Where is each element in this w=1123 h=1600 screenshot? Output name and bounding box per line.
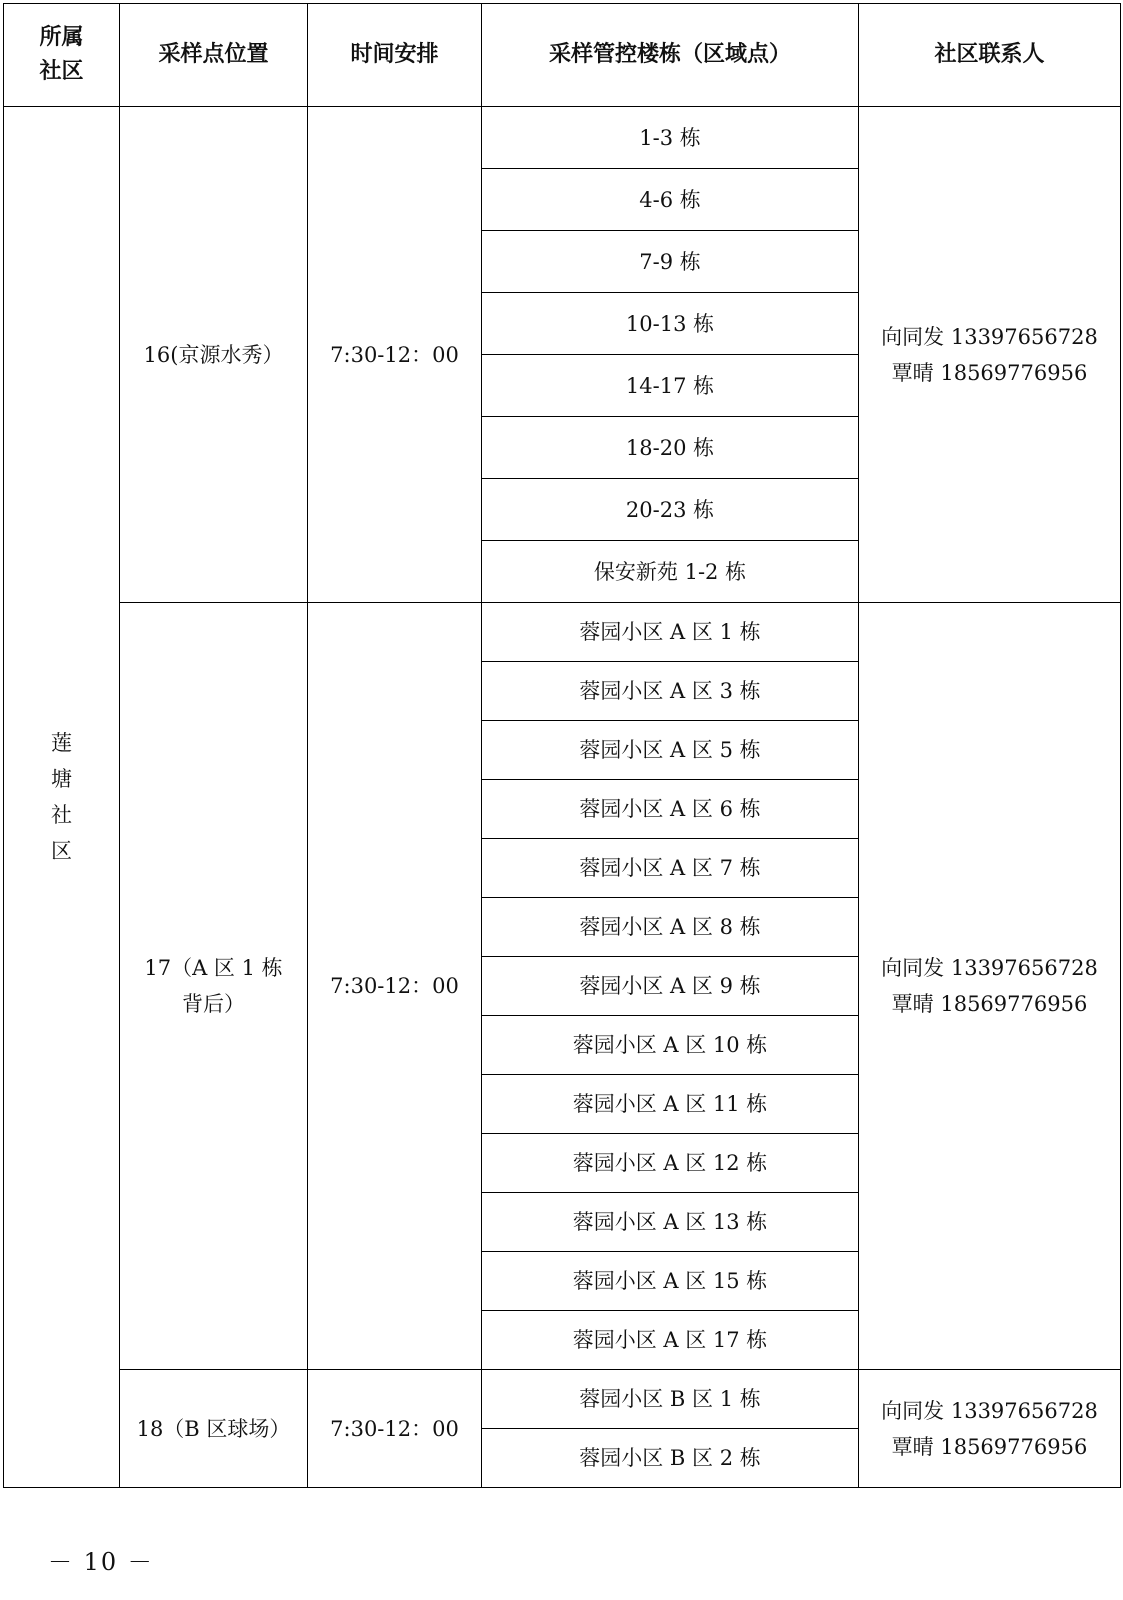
sampling-schedule-table <box>3 3 1121 1488</box>
site-location: 17（A 区 1 栋 背后） <box>120 603 308 1370</box>
building-cell: 蓉园小区 A 区 3 栋 <box>482 662 859 721</box>
building-cell: 蓉园小区 A 区 6 栋 <box>482 780 859 839</box>
header-community-line1: 所属 <box>39 25 84 50</box>
site-time: 7:30-12：00 <box>308 107 482 603</box>
site-time: 7:30-12：00 <box>308 1370 482 1488</box>
header-community <box>4 4 120 107</box>
building-cell: 蓉园小区 A 区 10 栋 <box>482 1016 859 1075</box>
site-contact: 向同发 13397656728 覃晴 18569776956 <box>859 603 1121 1370</box>
building-cell: 20-23 栋 <box>482 479 859 541</box>
table-row <box>4 1370 1121 1429</box>
building-cell: 蓉园小区 A 区 17 栋 <box>482 1311 859 1370</box>
building-cell: 14-17 栋 <box>482 355 859 417</box>
building-cell: 7-9 栋 <box>482 231 859 293</box>
building-cell: 4-6 栋 <box>482 169 859 231</box>
building-cell: 10-13 栋 <box>482 293 859 355</box>
building-cell: 蓉园小区 A 区 8 栋 <box>482 898 859 957</box>
header-community-line2: 社区 <box>39 59 84 84</box>
building-cell: 蓉园小区 A 区 15 栋 <box>482 1252 859 1311</box>
building-cell: 蓉园小区 A 区 11 栋 <box>482 1075 859 1134</box>
site-time: 7:30-12：00 <box>308 603 482 1370</box>
site-location: 18（B 区球场） <box>120 1370 308 1488</box>
building-cell: 蓉园小区 A 区 12 栋 <box>482 1134 859 1193</box>
building-cell: 蓉园小区 A 区 9 栋 <box>482 957 859 1016</box>
site-contact: 向同发 13397656728 覃晴 18569776956 <box>859 1370 1121 1488</box>
building-cell: 蓉园小区 A 区 1 栋 <box>482 603 859 662</box>
building-cell: 18-20 栋 <box>482 417 859 479</box>
building-cell: 保安新苑 1-2 栋 <box>482 541 859 603</box>
building-cell: 蓉园小区 B 区 1 栋 <box>482 1370 859 1429</box>
building-cell: 1-3 栋 <box>482 107 859 169</box>
site-contact: 向同发 13397656728 覃晴 18569776956 <box>859 107 1121 603</box>
table-row <box>4 603 1121 662</box>
page-number: － 10 － <box>48 1548 154 1576</box>
header-time: 时间安排 <box>308 4 482 107</box>
building-cell: 蓉园小区 A 区 13 栋 <box>482 1193 859 1252</box>
header-location: 采样点位置 <box>120 4 308 107</box>
header-buildings: 采样管控楼栋（区域点） <box>482 4 859 107</box>
table-row <box>4 107 1121 169</box>
header-contact: 社区联系人 <box>859 4 1121 107</box>
building-cell: 蓉园小区 A 区 7 栋 <box>482 839 859 898</box>
header-row <box>4 4 1121 107</box>
site-location: 16(京源水秀） <box>120 107 308 603</box>
building-cell: 蓉园小区 B 区 2 栋 <box>482 1429 859 1488</box>
building-cell: 蓉园小区 A 区 5 栋 <box>482 721 859 780</box>
community-name-cell: 莲 塘 社 区 <box>4 107 120 1488</box>
